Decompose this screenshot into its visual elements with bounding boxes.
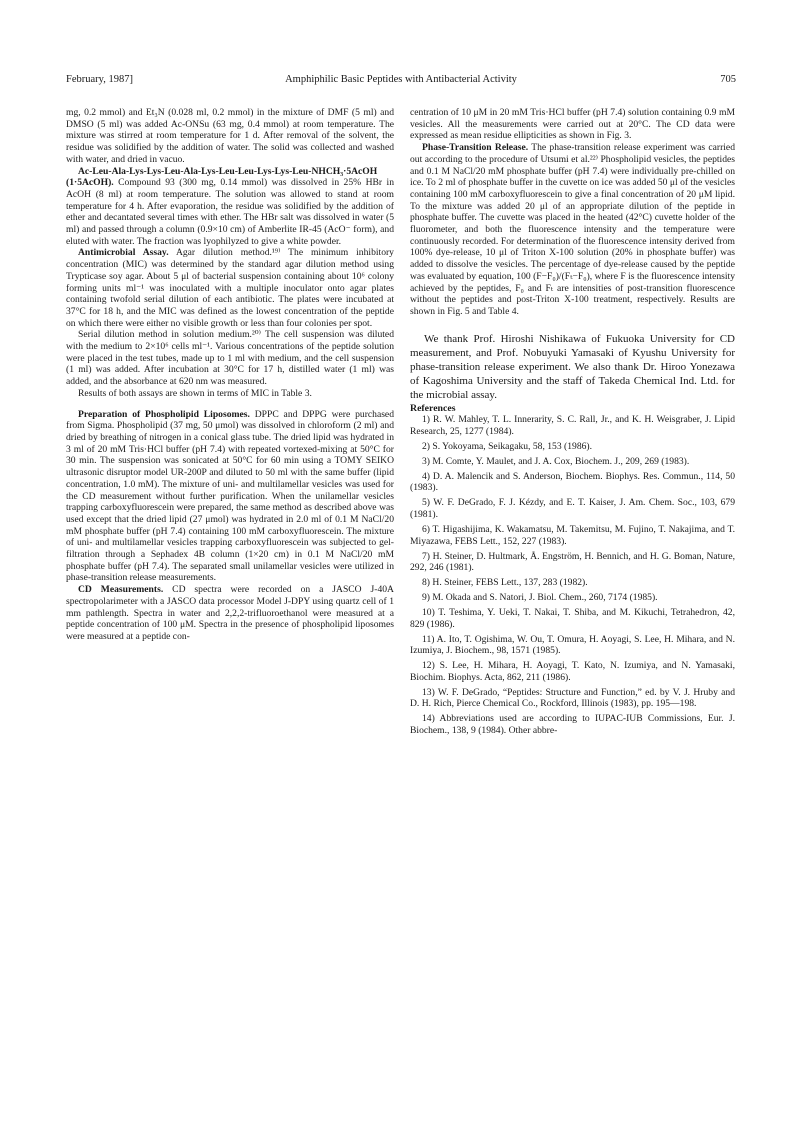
- reference-item: 12) S. Lee, H. Mihara, H. Aoyagi, T. Kato, N. Izumiya, and N. Yamasaki, Biochim. Biophys. Acta, 862, 211 (1986).: [410, 660, 735, 683]
- phase-transition-text: The phase-transition release experiment was carried out according to the procedure of Utsumi et al.²²⁾ Phospholipid vesicles, the peptides and 0.1 M NaCl/20 mM phosphate buffer (pH 7.4) were individually pre-chilled on ice. To 2 ml of phosphate buffer in the cuvette on ice was added 50 μl of the vesicles containing 100 mM carboxyfluorescein to give a final concentration of 20 μM lipid. To the mixture was added 20 μl of an appropriate dilution of the peptide in phosphate buffer. The cuvette was placed in the heated (42°C) cuvette holder of the fluorometer, and both the fluorescence intensity and the temperature were continuously recorded. For determination of the fluorescence intensity derived from 100% dye-release, 10 μl of Triton X-100 solution (20% in phosphate buffer) was added to dissolve the vesicles. The percentage of dye-release caused by the peptide was evaluated by equation, 100 (F−F₀)/(Fₜ−F₀), where F is the fluorescence intensity achieved by the peptides, F₀ and Fₜ are intensities of post-transition fluorescence without the peptides and post-Triton X-100 treatment, respectively. Results are shown in Fig. 5 and Table 4.: [410, 142, 735, 317]
- right-column: [410, 107, 735, 740]
- compound-text: Compound 93 (300 mg, 0.14 mmol) was dissolved in 25% HBr in AcOH (8 ml) at room temperature. The solution was allowed to stand at room temperature for 4 h. After evaporation, the residue was solidified by the addition of ether and decantated several times with ether. The HBr salt was dissolved in water (5 ml) and passed through a column (0.9×10 cm) of Amberlite IR-45 (AcO⁻ form), and eluted with water. The fraction was lyophilyzed to give a white powder.: [66, 177, 394, 247]
- cd-heading: CD Measurements.: [78, 584, 164, 596]
- reference-item: 10) T. Teshima, Y. Ueki, T. Nakai, T. Shiba, and M. Kikuchi, Tetrahedron, 42, 829 (1986).: [410, 606, 735, 630]
- paragraph-antimicrobial-assay: [66, 247, 394, 329]
- header-date: February, 1987]: [66, 74, 133, 85]
- header-title: Amphiphilic Basic Peptides with Antibacterial Activity: [285, 74, 517, 85]
- reference-item: 14) Abbreviations used are according to IUPAC-IUB Commissions, Eur. J. Biochem., 138, 9 (1984). Other abbre-: [410, 713, 735, 736]
- paragraph-serial-dilution: Serial dilution method in solution medium.²⁰⁾ The cell suspension was diluted with the medium to 2×10⁶ cells ml⁻¹. Various concentrations of the peptide solution were placed in the test tubes, made up to 1 ml with medium, and the cell suspension (1 ml) was added. After incubation at 30°C for 17 h, distilled water (1 ml) was added, and the absorbance at 620 nm was measured.: [66, 329, 394, 388]
- references-list: [410, 414, 735, 736]
- liposomes-heading: Preparation of Phospholipid Liposomes.: [78, 408, 250, 420]
- paragraph-compound-1: [66, 166, 394, 248]
- reference-item: 2) S. Yokoyama, Seikagaku, 58, 153 (1986).: [422, 440, 593, 452]
- paragraph-synthesis-end: mg, 0.2 mmol) and Et₃N (0.028 ml, 0.2 mmol) in the mixture of DMF (5 ml) and DMSO (5 ml) was added Ac-ONSu (63 mg, 0.4 mmol) at room temperature. The mixture was stirred at room temperature for 1 d. After removal of the solvent, the residue was solidified by the addition of water. The solid was collected and washed with water, and dried in vacuo.: [66, 107, 394, 165]
- paragraph-results-mic: Results of both assays are shown in terms of MIC in Table 3.: [78, 387, 312, 399]
- references-heading: References: [410, 402, 456, 414]
- paragraph-phase-transition: [410, 142, 735, 318]
- reference-item: 3) M. Comte, Y. Maulet, and J. A. Cox, Biochem. J., 209, 269 (1983).: [422, 455, 690, 467]
- reference-item: 1) R. W. Mahley, T. L. Innerarity, S. C. Rall, Jr., and K. H. Weisgraber, J. Lipid Research, 25, 1277 (1984).: [410, 414, 735, 438]
- reference-item: 8) H. Steiner, FEBS Lett., 137, 283 (1982).: [422, 577, 588, 589]
- cd-text: CD spectra were recorded on a JASCO J-40A spectropolarimeter with a JASCO data processor Model J-DPY using quartz cell of 1 mm pathlength. Spectra in water and 2,2,2-trifluoroethanol were measured at a peptide concentration of 100 μM. Spectra in the presence of phospholipid liposomes were measured at a peptide con-: [66, 584, 394, 642]
- paragraph-cd-measurements: [66, 584, 394, 643]
- acknowledgements: We thank Prof. Hiroshi Nishikawa of Fukuoka University for CD measurement, and Prof. Nobuyuki Yamasaki of Kyushu University for phase-transition release experiment. We also thank Dr. Hiroo Yonezawa of Kagoshima University and the staff of Takeda Chemical Ind. Ltd. for the microbial assay.: [410, 332, 735, 402]
- antimicrobial-text: Agar dilution method.¹⁹⁾ The minimum inhibitory concentration (MIC) was determined by the standard agar dilution method using Trypticase soy agar. About 5 μl of bacterial suspension containing about 10⁶ colony forming units ml⁻¹ was inoculated with a multiple inoculator onto agar plates containing twofold serial dilution of each antibiotic. The plates were incubated at 37°C for 18 h, and the MIC was defined as the lowest concentration of the peptide on which there were either no visible growth or less than four colonies per spot.: [66, 247, 394, 329]
- reference-item: 5) W. F. DeGrado, F. J. Kézdy, and E. T. Kaiser, J. Am. Chem. Soc., 103, 679 (1981).: [410, 497, 735, 521]
- reference-item: 4) D. A. Malencik and S. Anderson, Biochem. Biophys. Res. Commun., 114, 50 (1983).: [410, 470, 735, 494]
- left-column: [66, 107, 394, 643]
- antimicrobial-heading: Antimicrobial Assay.: [78, 247, 169, 259]
- paragraph-liposomes: [66, 409, 394, 585]
- phase-transition-heading: Phase-Transition Release.: [422, 142, 529, 154]
- compound-heading: Ac-Leu-Ala-Lys-Lys-Leu-Ala-Lys-Leu-Leu-Lys-Lys-Leu-NHCH₃·5AcOH (1·5AcOH).: [66, 165, 378, 189]
- reference-item: 13) W. F. DeGrado, “Peptides: Structure and Function,” ed. by V. J. Hruby and D. H. Rich, Pierce Chemical Co., Rockford, Illinois (1983), pp. 195—198.: [410, 686, 735, 710]
- paragraph-cd-continued: centration of 10 μM in 20 mM Tris·HCl buffer (pH 7.4) solution containing 0.9 mM vesicles. All the measurements were carried out at 20°C. The CD data were expressed as mean residue ellipticities as shown in Fig. 3.: [410, 107, 735, 142]
- page-number: 705: [720, 74, 736, 85]
- reference-item: 6) T. Higashijima, K. Wakamatsu, M. Takemitsu, M. Fujino, T. Nakajima, and T. Miyazawa, FEBS Lett., 152, 227 (1983).: [410, 523, 735, 547]
- liposomes-text: DPPC and DPPG were purchased from Sigma. Phospholipid (37 mg, 50 μmol) was dissolved in chloroform (2 ml) and dried by breathing of nitrogen in a conical glass tube. The dried lipid was hydrated in 3 ml of 20 mM Tris·HCl buffer (pH 7.4) with repeated vortexed-mixing at 50°C for 30 min. The suspension was sonicated at 50°C for 60 min using a TOMY SEIKO ultrasonic disruptor model UR-200P and diluted to 50 ml with the same buffer (lipid concentration, 1.0 mM). The mixture of uni- and multilamellar vesicles was used for the CD measurement without further purification. When the unilamellar vesicles trapping carboxyfluorescein were prepared, the same method as described above was used except that the dried lipid (27 μmol) was hydrated in 2.0 ml of 0.1 M NaCl/20 mM phosphate buffer (pH 7.4) containing 100 mM carboxyfluorescein. The mixture of uni- and multilamellar vesicles trapping carboxyfluorescein was subjected to gel-filtration through a Sephadex 4B column (1×20 cm) in 0.1 M NaCl/20 mM phosphate buffer (pH 7.4). The separated small unilamellar vesicles were utilized in phase-transition release measurements.: [66, 408, 394, 584]
- reference-item: 11) A. Ito, T. Ogishima, W. Ou, T. Omura, H. Aoyagi, S. Lee, H. Mihara, and N. Izumiya, J. Biochem., 98, 1571 (1985).: [410, 633, 735, 657]
- reference-item: 7) H. Steiner, D. Hultmark, Å. Engström, H. Bennich, and H. G. Boman, Nature, 292, 246 (1981).: [410, 550, 735, 574]
- reference-item: 9) M. Okada and S. Natori, J. Biol. Chem., 260, 7174 (1985).: [422, 592, 658, 604]
- running-header: [66, 72, 736, 88]
